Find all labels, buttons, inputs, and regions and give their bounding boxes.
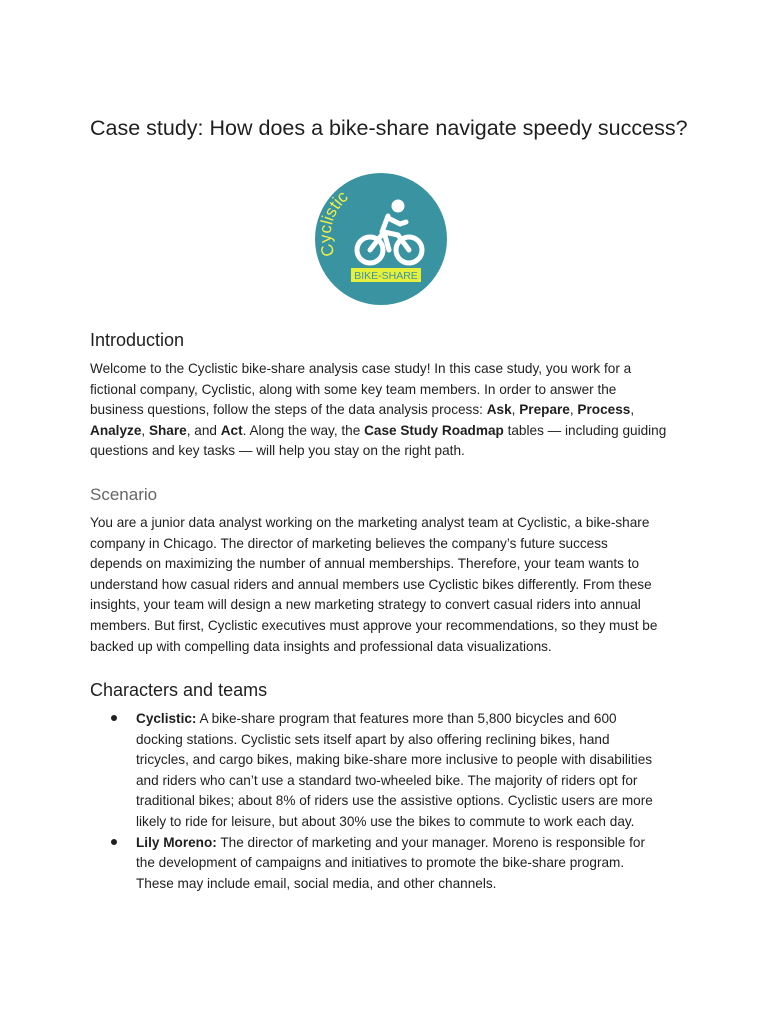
characters-list (90, 709, 690, 894)
document-title: Case study: How does a bike-share navigate speedy success? (90, 116, 688, 140)
scenario-line: backed up with compelling data insights and professional data visualizations. (90, 638, 552, 654)
introduction-heading: Introduction (90, 330, 185, 350)
logo-tagline: BIKE-SHARE (354, 270, 418, 282)
bullet-line: tricycles, and cargo bikes, making bike-share more inclusive to people with disabilities (136, 752, 653, 768)
introduction-line: fictional company, Cyclistic, along with some key team members. In order to answer the (90, 381, 617, 397)
bullet-line: Lily Moreno: The director of marketing and your manager. Moreno is responsible for (136, 834, 645, 850)
scenario-paragraph (90, 513, 690, 657)
scenario-line: members. But first, Cyclistic executives must approve your recommendations, so they must be (90, 617, 658, 633)
introduction-line: questions and key tasks — will help you stay on the right path. (90, 443, 465, 459)
introduction-line: Analyze, Share, and Act. Along the way, the Case Study Roadmap tables — including guiding (90, 422, 667, 438)
scenario-line: depends on maximizing the number of annual memberships. Therefore, your team wants to (90, 556, 640, 572)
list-item (90, 833, 690, 895)
logo-brand-text: Cyclistic (315, 186, 352, 259)
bullet-line: These may include email, social media, and other channels. (136, 875, 497, 891)
scenario-heading: Scenario (90, 485, 158, 504)
bullet-dot (111, 839, 117, 845)
bullet-line: likely to ride for leisure, but about 30% use the bikes to commute to work each day. (136, 813, 635, 829)
introduction-line: business questions, follow the steps of the data analysis process: Ask, Prepare, Process, (90, 402, 635, 418)
bullet-line: and riders who can’t use a standard two-wheeled bike. The majority of riders opt for (136, 772, 638, 788)
list-item (90, 709, 690, 833)
cyclist-head (392, 200, 405, 213)
scenario-line: understand how casual riders and annual members use Cyclistic bikes differently. From these (90, 576, 652, 592)
scenario-line: company in Chicago. The director of marketing believes the company’s future success (90, 535, 608, 551)
bullet-line: docking stations. Cyclistic sets itself apart by also offering reclining bikes, hand (136, 731, 610, 747)
characters-heading: Characters and teams (90, 680, 268, 700)
bullet-line: traditional bikes; about 8% of riders use the assistive options. Cyclistic users are more (136, 793, 653, 809)
scenario-line: You are a junior data analyst working on the marketing analyst team at Cyclistic, a bike-share (90, 515, 650, 530)
bullet-line: the development of campaigns and initiatives to promote the bike-share program. (136, 855, 625, 871)
introduction-line: Welcome to the Cyclistic bike-share analysis case study! In this case study, you work for a (90, 361, 632, 376)
bullet-dot (111, 715, 117, 721)
bullet-line: Cyclistic: A bike-share program that features more than 5,800 bicycles and 600 (136, 711, 617, 726)
scenario-line: insights, your team will design a new marketing strategy to convert casual riders into annual (90, 597, 641, 613)
cyclistic-logo (314, 172, 448, 306)
logo-graphic (314, 172, 448, 306)
introduction-paragraph (90, 359, 690, 462)
